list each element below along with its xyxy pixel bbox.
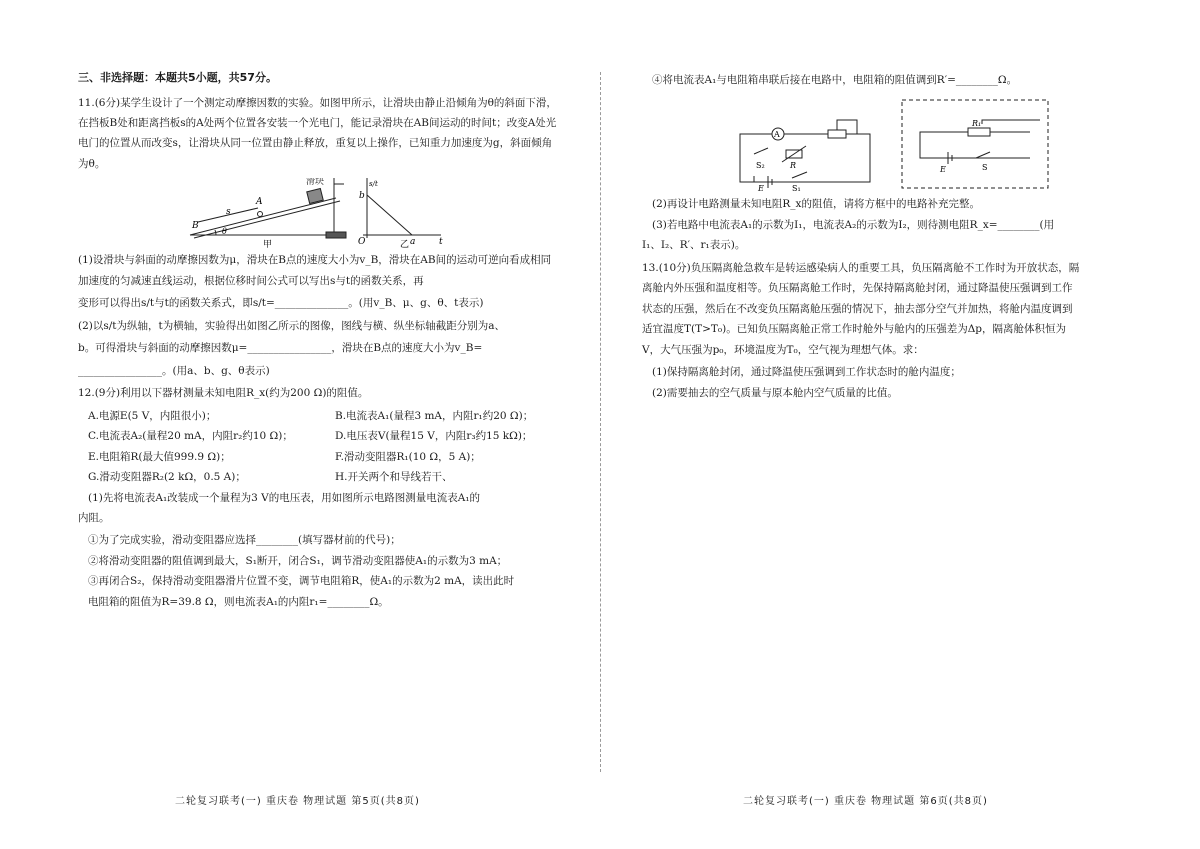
q12-options — [78, 406, 558, 488]
option-e: E.电阻箱R(最大值999.9 Ω)； — [88, 450, 231, 463]
circuit-label-S1: S₁ — [792, 184, 801, 193]
q12-part2: (2)再设计电路测量未知电阻R_x的阻值，请将方框中的电路补充完整。 — [652, 198, 980, 211]
q12-step1: ①为了完成实验，滑动变阻器应选择________(填写器材前的代号)； — [88, 534, 401, 547]
circuit-label-E2: E — [940, 165, 946, 175]
q12-step4: ④将电流表A₁与电阻箱串联后接在电路中，电阻箱的阻值调到R′=________Ω。 — [652, 74, 1018, 86]
label-jia: 甲 — [263, 240, 273, 249]
q11-stem: 11.(6分)某学生设计了一个测定动摩擦因数的实验。如图甲所示，让滑块由静止沿倾角为θ的斜面下滑，在挡板B处和距离挡板s的A处两个位置各安装一个光电门，能记录滑块在AB间运动的时间t；改变A处光电门的位置从而改变s，让滑块从同一位置由静止释放，重复以上操作，已知重力加速度为g，斜面倾角为θ。 — [78, 96, 557, 170]
label-theta: θ — [222, 227, 227, 237]
q12-part1-a: (1)先将电流表A₁改装成一个量程为3 V的电压表，用如图所示电路图测量电流表A₁的 — [88, 491, 481, 504]
q12-circuit-figure — [642, 96, 1082, 192]
circuit-left — [740, 120, 870, 188]
q11-part1-a: (1)设滑块与斜面的动摩擦因数为μ，滑块在B点的速度大小为v_B，滑块在AB间的运动可逆向看成相同加速度的匀减速直线运动，根据位移时间公式可以写出s与t的函数关系，再 — [78, 254, 552, 287]
label-yi: 乙 — [400, 240, 410, 249]
q11-part2-c: ________________。(用a、b、g、θ表示) — [78, 364, 270, 377]
left-footer: 二轮复习联考(一) 重庆卷 物理试题 第5页(共8页) — [175, 796, 420, 807]
option-a: A.电源E(5 V，内阻很小)； — [88, 409, 217, 422]
label-t: t — [439, 237, 443, 248]
circuit-label-R1: R₁ — [972, 119, 982, 129]
label-b: b — [359, 191, 365, 202]
option-b: B.电流表A₁(量程3 mA，内阻r₁约20 Ω)； — [335, 409, 534, 422]
q12-step3-a: ③再闭合S₂，保持滑动变阻器滑片位置不变，调节电阻箱R，使A₁的示数为2 mA，读出此时 — [88, 575, 515, 588]
q13-part2: (2)需要抽去的空气质量与原本舱内空气质量的比值。 — [652, 386, 898, 399]
section-heading: 三、非选择题：本题共5小题，共57分。 — [78, 71, 277, 84]
left-column — [78, 70, 558, 612]
right-footer: 二轮复习联考(一) 重庆卷 物理试题 第6页(共8页) — [743, 796, 988, 807]
figure-jia — [190, 178, 346, 238]
right-column — [642, 70, 1082, 403]
q11-part1-b: 变形可以得出s/t与t的函数关系式，即s/t=______________。(用v_B、μ、g、θ、t表示) — [78, 297, 484, 310]
label-B: B — [192, 221, 199, 232]
label-yaxis: s/t — [369, 180, 378, 189]
circuit-label-S: S — [982, 163, 988, 173]
q11-part2-a: (2)以s/t为纵轴，t为横轴，实验得出如图乙所示的图像，图线与横、纵坐标轴截距分别为a、 — [78, 319, 505, 332]
circuit-label-S2: S₂ — [756, 161, 765, 171]
answer-box — [902, 100, 1048, 188]
circuit-label-E: E — [758, 184, 764, 193]
q11-figure — [78, 178, 558, 248]
label-a: a — [410, 237, 416, 248]
q13-stem: 13.(10分)负压隔离舱急救车是转运感染病人的重要工具，负压隔离舱不工作时为开放状态，隔离舱内外压强和温度相等。负压隔离舱工作时，先保持隔离舱封闭，通过降温使压强调到工作状态的压强，然后在不改变负压隔离舱压强的情况下，抽去部分空气并加热，将舱内温度调到适宜温度T(T>T₀)。已知负压隔离舱正常工作时舱外与舱内的压强差为Δp，隔离舱体积恒为V，大气压强为p₀，环境温度为T₀，空气视为理想气体。求： — [642, 261, 1080, 356]
label-slider: 滑块 — [306, 178, 325, 188]
option-f: F.滑动变阻器R₁(10 Ω，5 A)； — [335, 450, 481, 463]
label-A: A — [256, 197, 263, 208]
option-h: H.开关两个和导线若干、 — [335, 471, 453, 484]
q11-part2-b: b。可得滑块与斜面的动摩擦因数μ=________________，滑块在B点的速度大小为v_B= — [78, 342, 483, 355]
q12-part1-b: 内阻。 — [78, 512, 110, 524]
q12-step3-b: 电阻箱的阻值为R=39.8 Ω，则电流表A₁的内阻r₁=________Ω。 — [88, 595, 389, 608]
column-divider — [600, 72, 601, 772]
circuit-label-A: A — [774, 130, 780, 140]
q12-part3-b: I₁、I₂、R′、r₁表示)。 — [642, 239, 746, 252]
q12-stem: 12.(9分)利用以下器材测量未知电阻R_x(约为200 Ω)的阻值。 — [78, 387, 369, 400]
option-g: G.滑动变阻器R₂(2 kΩ，0.5 A)； — [88, 471, 246, 484]
q12-part3-a: (3)若电路中电流表A₁的示数为I₁，电流表A₂的示数为I₂，则待测电阻R_x=________(用 — [652, 218, 1055, 231]
label-s: s — [226, 207, 231, 218]
q12-step2: ②将滑动变阻器的阻值调到最大，S₁断开，闭合S₁，调节滑动变阻器使A₁的示数为3 mA； — [88, 554, 508, 567]
circuit-label-R: R — [790, 161, 797, 171]
label-O: O — [358, 237, 366, 248]
option-d: D.电压表V(量程15 V，内阻r₃约15 kΩ)； — [335, 430, 533, 443]
option-c: C.电流表A₂(量程20 mA，内阻r₂约10 Ω)； — [88, 430, 293, 443]
q13-part1: (1)保持隔离舱封闭，通过降温使压强调到工作状态时的舱内温度； — [652, 366, 961, 379]
